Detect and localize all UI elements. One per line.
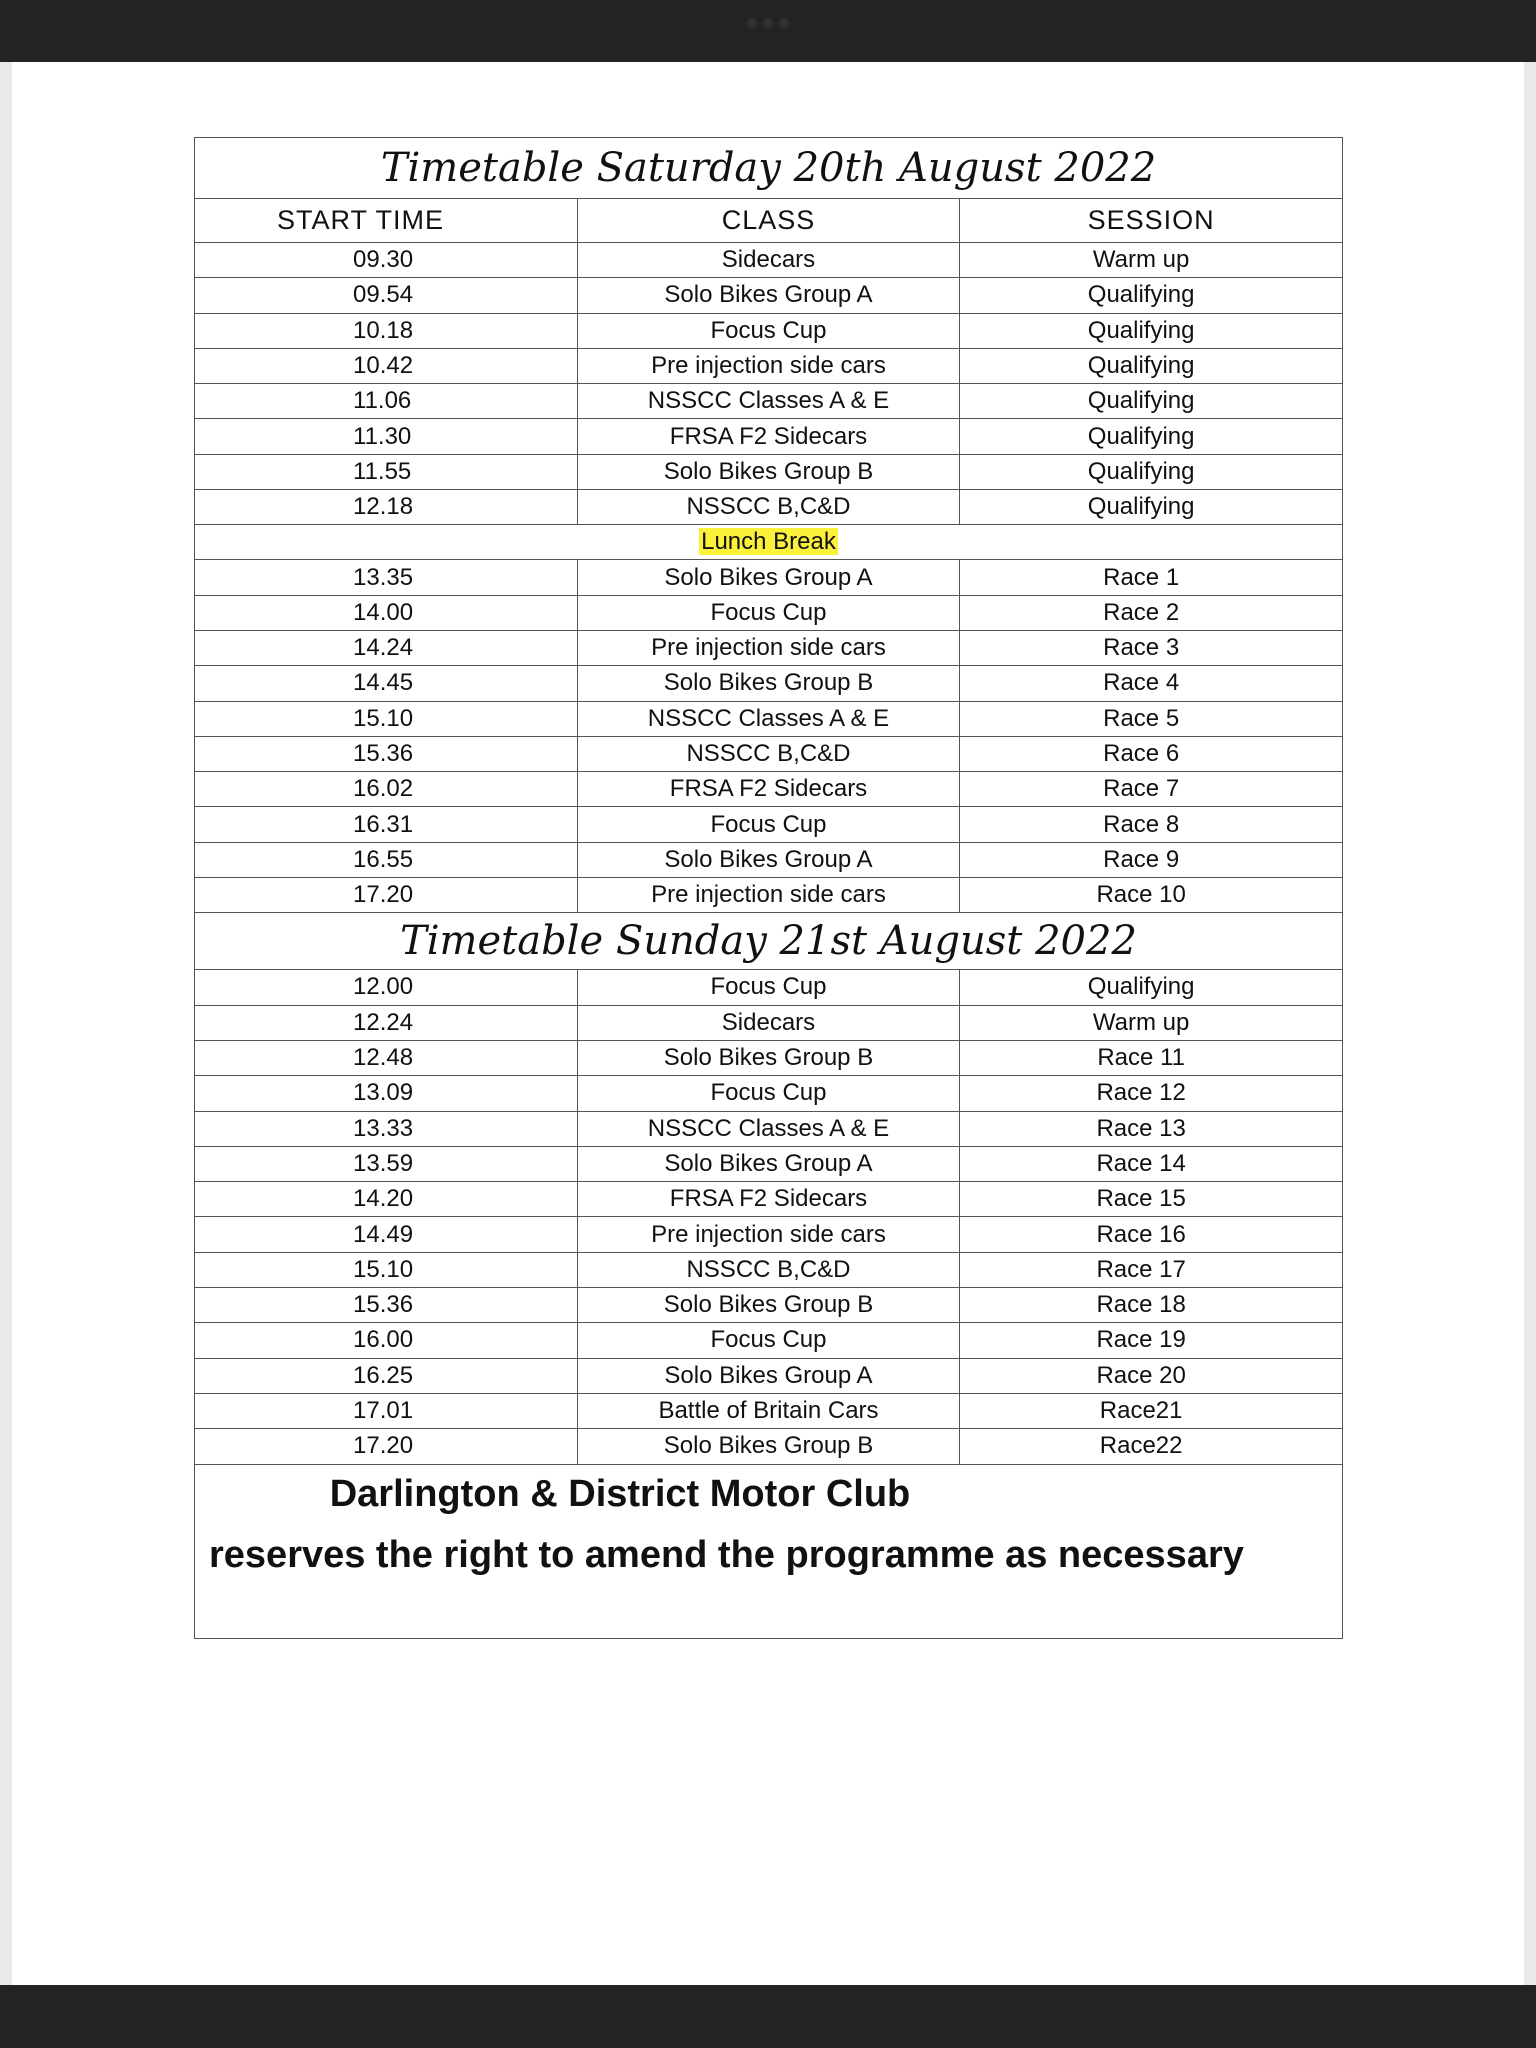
class-cell: Pre injection side cars bbox=[577, 878, 960, 913]
class-cell: NSSCC Classes A & E bbox=[577, 1111, 960, 1146]
session-cell: Warm up bbox=[960, 243, 1343, 278]
start-time-cell: 14.49 bbox=[195, 1217, 578, 1252]
start-time-cell: 17.20 bbox=[195, 878, 578, 913]
session-cell: Qualifying bbox=[960, 348, 1343, 383]
session-cell: Warm up bbox=[960, 1005, 1343, 1040]
schedule-row bbox=[195, 454, 1343, 489]
class-cell: Solo Bikes Group B bbox=[577, 1288, 960, 1323]
schedule-row bbox=[195, 736, 1343, 771]
session-cell: Race 16 bbox=[960, 1217, 1343, 1252]
class-header: CLASS bbox=[577, 199, 960, 243]
column-header-row bbox=[195, 199, 1343, 243]
start-time-cell: 16.55 bbox=[195, 842, 578, 877]
session-cell: Race 2 bbox=[960, 595, 1343, 630]
class-cell: FRSA F2 Sidecars bbox=[577, 1182, 960, 1217]
class-cell: Pre injection side cars bbox=[577, 630, 960, 665]
class-cell: Solo Bikes Group A bbox=[577, 1146, 960, 1181]
start-time-cell: 11.30 bbox=[195, 419, 578, 454]
session-cell: Race 11 bbox=[960, 1040, 1343, 1075]
class-cell: FRSA F2 Sidecars bbox=[577, 419, 960, 454]
sunday-title-row bbox=[195, 913, 1343, 970]
session-cell: Qualifying bbox=[960, 384, 1343, 419]
start-time-cell: 12.18 bbox=[195, 490, 578, 525]
class-cell: NSSCC Classes A & E bbox=[577, 384, 960, 419]
start-time-cell: 12.24 bbox=[195, 1005, 578, 1040]
class-cell: Focus Cup bbox=[577, 970, 960, 1005]
sunday-title: Timetable Sunday 21st August 2022 bbox=[195, 913, 1343, 970]
start-time-cell: 11.55 bbox=[195, 454, 578, 489]
session-cell: Race 10 bbox=[960, 878, 1343, 913]
session-cell: Race 14 bbox=[960, 1146, 1343, 1181]
schedule-row bbox=[195, 1323, 1343, 1358]
lunch-break-row bbox=[195, 525, 1343, 560]
class-cell: Focus Cup bbox=[577, 1323, 960, 1358]
session-cell: Qualifying bbox=[960, 454, 1343, 489]
start-time-cell: 15.10 bbox=[195, 1252, 578, 1287]
start-time-cell: 14.00 bbox=[195, 595, 578, 630]
top-bar bbox=[0, 0, 1536, 62]
session-cell: Qualifying bbox=[960, 970, 1343, 1005]
schedule-row bbox=[195, 630, 1343, 665]
start-time-cell: 16.25 bbox=[195, 1358, 578, 1393]
schedule-row bbox=[195, 384, 1343, 419]
class-cell: Pre injection side cars bbox=[577, 1217, 960, 1252]
class-cell: Solo Bikes Group A bbox=[577, 842, 960, 877]
more-options-icon[interactable] bbox=[738, 18, 798, 30]
start-time-cell: 12.00 bbox=[195, 970, 578, 1005]
session-cell: Race 8 bbox=[960, 807, 1343, 842]
start-time-cell: 16.31 bbox=[195, 807, 578, 842]
session-cell: Race22 bbox=[960, 1429, 1343, 1464]
start-time-cell: 10.18 bbox=[195, 313, 578, 348]
schedule-row bbox=[195, 348, 1343, 383]
organiser-name: Darlington & District Motor Club bbox=[329, 1472, 911, 1515]
class-cell: Sidecars bbox=[577, 243, 960, 278]
schedule-row bbox=[195, 490, 1343, 525]
schedule-row bbox=[195, 1076, 1343, 1111]
start-time-cell: 09.30 bbox=[195, 243, 578, 278]
start-time-cell: 09.54 bbox=[195, 278, 578, 313]
start-time-cell: 15.36 bbox=[195, 736, 578, 771]
session-cell: Qualifying bbox=[960, 313, 1343, 348]
schedule-row bbox=[195, 1146, 1343, 1181]
schedule-row bbox=[195, 595, 1343, 630]
class-cell: NSSCC B,C&D bbox=[577, 1252, 960, 1287]
session-cell: Qualifying bbox=[960, 419, 1343, 454]
schedule-row bbox=[195, 970, 1343, 1005]
class-cell: Solo Bikes Group B bbox=[577, 666, 960, 701]
lunch-break-label: Lunch Break bbox=[701, 528, 836, 556]
class-cell: Focus Cup bbox=[577, 807, 960, 842]
session-cell: Race 15 bbox=[960, 1182, 1343, 1217]
start-time-cell: 15.10 bbox=[195, 701, 578, 736]
class-cell: NSSCC B,C&D bbox=[577, 490, 960, 525]
start-time-cell: 14.20 bbox=[195, 1182, 578, 1217]
class-cell: Solo Bikes Group B bbox=[577, 1429, 960, 1464]
class-cell: Solo Bikes Group A bbox=[577, 560, 960, 595]
session-cell: Race 20 bbox=[960, 1358, 1343, 1393]
class-cell: Focus Cup bbox=[577, 1076, 960, 1111]
schedule-row bbox=[195, 807, 1343, 842]
start-time-cell: 16.02 bbox=[195, 772, 578, 807]
start-time-cell: 13.33 bbox=[195, 1111, 578, 1146]
session-cell: Race 5 bbox=[960, 701, 1343, 736]
footer-row bbox=[195, 1464, 1343, 1638]
schedule-row bbox=[195, 1182, 1343, 1217]
schedule-row bbox=[195, 560, 1343, 595]
schedule-row bbox=[195, 1358, 1343, 1393]
session-cell: Race 17 bbox=[960, 1252, 1343, 1287]
schedule-row bbox=[195, 1111, 1343, 1146]
schedule-row bbox=[195, 1252, 1343, 1287]
class-cell: NSSCC B,C&D bbox=[577, 736, 960, 771]
schedule-row bbox=[195, 1393, 1343, 1428]
start-time-cell: 10.42 bbox=[195, 348, 578, 383]
class-cell: FRSA F2 Sidecars bbox=[577, 772, 960, 807]
start-time-cell: 11.06 bbox=[195, 384, 578, 419]
session-cell: Race 4 bbox=[960, 666, 1343, 701]
session-cell: Race 7 bbox=[960, 772, 1343, 807]
schedule-row bbox=[195, 701, 1343, 736]
session-cell: Race 19 bbox=[960, 1323, 1343, 1358]
schedule-row bbox=[195, 842, 1343, 877]
schedule-row bbox=[195, 878, 1343, 913]
schedule-row bbox=[195, 313, 1343, 348]
schedule-row bbox=[195, 1217, 1343, 1252]
class-cell: Solo Bikes Group B bbox=[577, 454, 960, 489]
start-time-cell: 17.20 bbox=[195, 1429, 578, 1464]
start-time-cell: 13.09 bbox=[195, 1076, 578, 1111]
schedule-row bbox=[195, 278, 1343, 313]
class-cell: Solo Bikes Group A bbox=[577, 1358, 960, 1393]
session-cell: Race 3 bbox=[960, 630, 1343, 665]
session-cell: Race 1 bbox=[960, 560, 1343, 595]
amendment-note: reserves the right to amend the programme as necessary bbox=[209, 1533, 1244, 1576]
class-cell: Pre injection side cars bbox=[577, 348, 960, 383]
class-cell: Solo Bikes Group A bbox=[577, 278, 960, 313]
start-time-cell: 12.48 bbox=[195, 1040, 578, 1075]
schedule-row bbox=[195, 1040, 1343, 1075]
schedule-row bbox=[195, 243, 1343, 278]
session-header: SESSION bbox=[960, 199, 1343, 243]
bottom-bar bbox=[0, 1985, 1536, 2048]
schedule-row bbox=[195, 666, 1343, 701]
session-cell: Race 6 bbox=[960, 736, 1343, 771]
start-time-cell: 17.01 bbox=[195, 1393, 578, 1428]
schedule-row bbox=[195, 772, 1343, 807]
class-cell: Sidecars bbox=[577, 1005, 960, 1040]
start-time-cell: 15.36 bbox=[195, 1288, 578, 1323]
saturday-title-row bbox=[195, 138, 1343, 199]
schedule-row bbox=[195, 419, 1343, 454]
schedule-row bbox=[195, 1288, 1343, 1323]
start-time-header: START TIME bbox=[195, 199, 578, 243]
session-cell: Qualifying bbox=[960, 278, 1343, 313]
session-cell: Race 12 bbox=[960, 1076, 1343, 1111]
class-cell: NSSCC Classes A & E bbox=[577, 701, 960, 736]
saturday-title: Timetable Saturday 20th August 2022 bbox=[195, 138, 1343, 199]
start-time-cell: 16.00 bbox=[195, 1323, 578, 1358]
start-time-cell: 14.45 bbox=[195, 666, 578, 701]
timetable bbox=[194, 137, 1343, 1639]
session-cell: Race 13 bbox=[960, 1111, 1343, 1146]
class-cell: Focus Cup bbox=[577, 313, 960, 348]
session-cell: Race21 bbox=[960, 1393, 1343, 1428]
session-cell: Qualifying bbox=[960, 490, 1343, 525]
class-cell: Battle of Britain Cars bbox=[577, 1393, 960, 1428]
session-cell: Race 9 bbox=[960, 842, 1343, 877]
schedule-row bbox=[195, 1429, 1343, 1464]
class-cell: Solo Bikes Group B bbox=[577, 1040, 960, 1075]
session-cell: Race 18 bbox=[960, 1288, 1343, 1323]
schedule-row bbox=[195, 1005, 1343, 1040]
start-time-cell: 14.24 bbox=[195, 630, 578, 665]
start-time-cell: 13.59 bbox=[195, 1146, 578, 1181]
class-cell: Focus Cup bbox=[577, 595, 960, 630]
start-time-cell: 13.35 bbox=[195, 560, 578, 595]
